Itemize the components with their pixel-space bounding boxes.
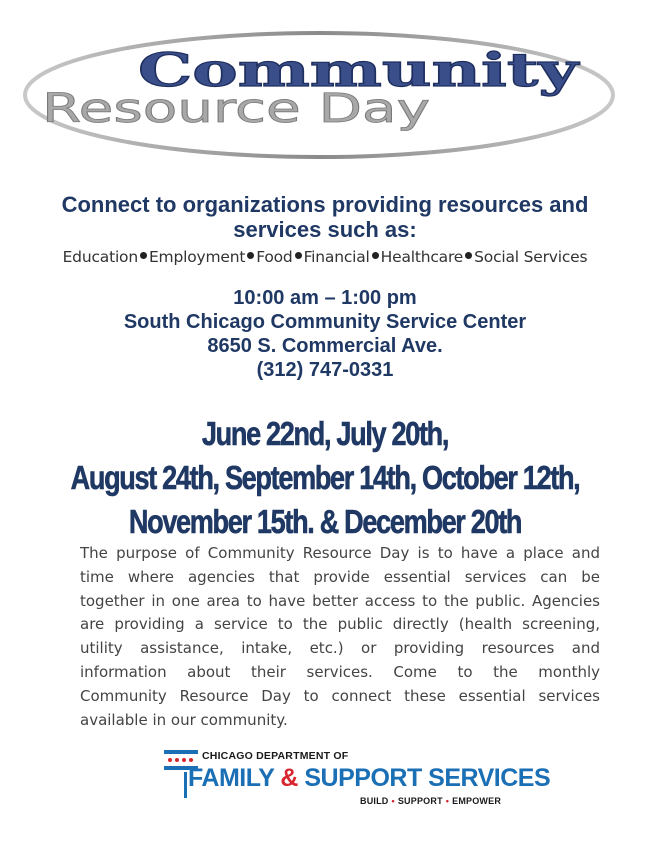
service-food: Food (256, 248, 293, 266)
dates-line1: June 22nd, July 20th, (201, 415, 449, 452)
service-financial: Financial (303, 248, 370, 266)
dates-line2: August 24th, September 14th, October 12th, (70, 459, 580, 496)
service-healthcare: Healthcare (380, 248, 464, 266)
bullet-icon (372, 252, 379, 259)
headline-line1: Connect to organizations providing resources and (61, 192, 589, 217)
tagline-support: SUPPORT (397, 796, 443, 806)
event-time: 10:00 am – 1:00 pm (233, 287, 417, 309)
service-employment: Employment (148, 248, 246, 266)
service-social-services: Social Services (474, 248, 588, 266)
dfss-dept-label: CHICAGO DEPARTMENT OF (202, 750, 349, 762)
paragraph-line: available in our community. (80, 710, 288, 729)
paragraph-line: utility assistance, intake, etc.) or providing resources and (80, 639, 600, 658)
tagline-separator: • (445, 796, 450, 806)
logo-line2: Resource Day (42, 86, 430, 132)
paragraph-line: The purpose of Community Resource Day is to have a place and (80, 544, 600, 562)
dfss-name-b: SUPPORT SERVICES (297, 764, 551, 792)
paragraph-line: time where agencies that provide essential services can be (80, 567, 600, 586)
event-address: 8650 S. Commercial Ave. (207, 335, 443, 357)
tagline-empower: EMPOWER (452, 796, 502, 806)
bullet-icon (247, 252, 254, 259)
event-venue: South Chicago Community Service Center (123, 311, 527, 333)
event-details (0, 286, 650, 382)
dfss-name-a: FAMILY (188, 764, 281, 792)
paragraph-line: Community Resource Day to connect these essential services (80, 686, 600, 705)
dfss-name (188, 764, 550, 793)
dfss-ampersand: & (280, 764, 298, 792)
paragraph-line: are providing a service to the public directly (health screening, (80, 615, 600, 634)
dfss-tagline (360, 796, 501, 806)
headline (20, 192, 630, 242)
dfss-logo (162, 744, 551, 814)
headline-line2: services such as: (233, 217, 417, 242)
tagline-build: BUILD (360, 796, 389, 806)
services-list (0, 248, 650, 266)
bullet-icon (295, 252, 302, 259)
event-dates (59, 412, 592, 544)
purpose-paragraph (80, 542, 600, 732)
paragraph-line: together in one area to have better access to the public. Agencies (80, 591, 600, 610)
logo-line1: Community (138, 43, 580, 97)
tagline-separator: • (391, 796, 395, 806)
bullet-icon (465, 252, 472, 259)
paragraph-line: information about their services. Come to the monthly (80, 662, 600, 681)
service-education: Education (62, 248, 138, 266)
event-phone: (312) 747-0331 (256, 359, 394, 381)
bullet-icon (140, 252, 147, 259)
dates-line3: November 15th. & December 20th (128, 503, 522, 540)
community-resource-day-logo (20, 28, 618, 162)
